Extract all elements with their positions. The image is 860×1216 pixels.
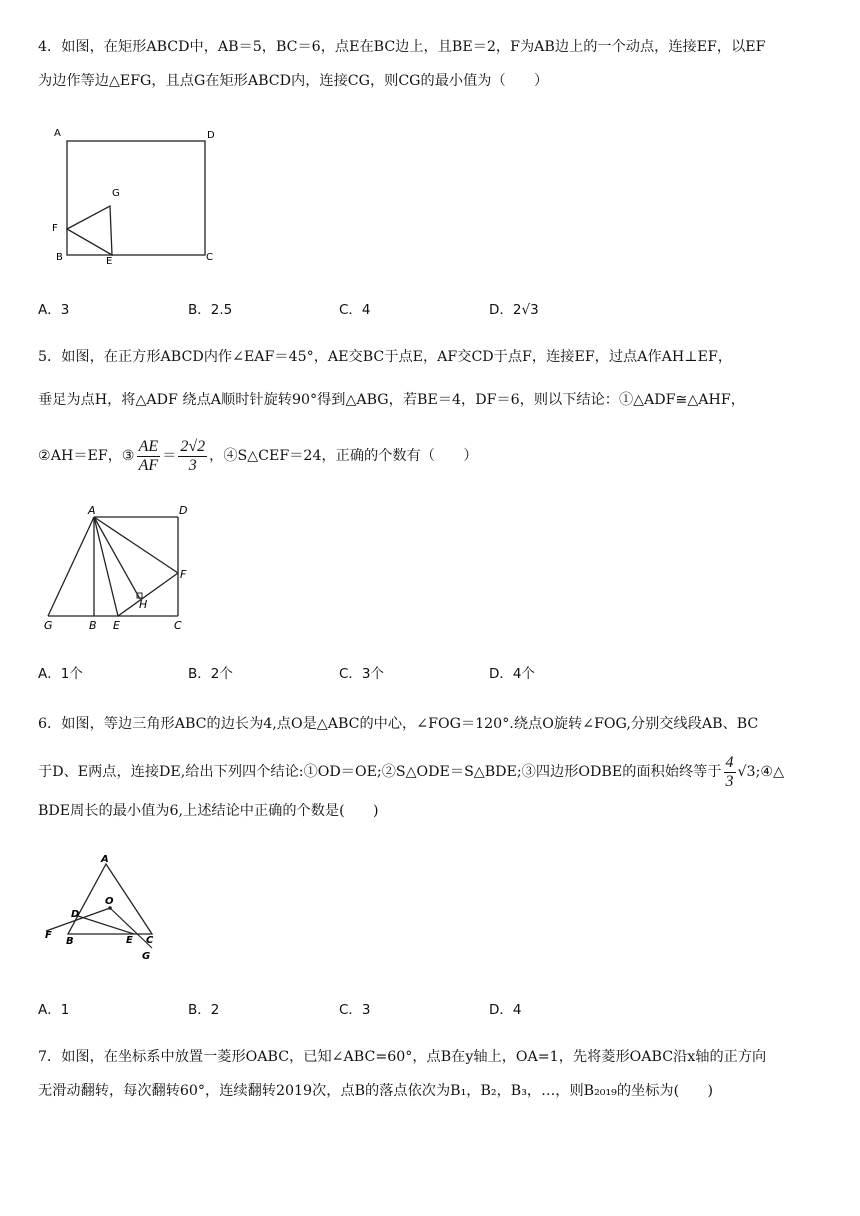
q4-option-c[interactable]: C．4 (339, 302, 371, 318)
q6-option-d[interactable]: D．4 (489, 1002, 522, 1018)
q5-option-d[interactable]: D．4个 (489, 666, 535, 682)
q5-option-b[interactable]: B．2个 (188, 666, 233, 682)
q4-option-a[interactable]: A．3 (38, 302, 70, 318)
q6-text-line1: 6．如图，等边三角形ABC的边长为4,点O是△ABC的中心，∠FOG＝120°.绕点O旋转∠FOG,分别交线段AB、BC (38, 716, 759, 732)
q6-label-B: B (66, 936, 74, 947)
q4-option-d[interactable]: D．2√3 (489, 302, 539, 318)
q5-label-D: D (179, 505, 188, 517)
q5-label-B: B (89, 619, 97, 632)
q6-option-a[interactable]: A．1 (38, 1002, 70, 1018)
q6-line2-start: 于D、E两点，连接DE,给出下列四个结论:①OD＝OE;②S△ODE＝S△BDE;③四边形ODBE的面积始终等于 (38, 764, 722, 780)
q4-label-A: A (54, 128, 61, 139)
q4-label-D: D (207, 130, 215, 141)
q7-text-line2: 无滑动翻转，每次翻转60°，连续翻转2019次，点B的落点依次为B₁，B₂，B₃，…，则B₂₀₁₉的坐标为( ) (38, 1083, 714, 1099)
q6-label-E: E (126, 935, 133, 946)
q6-label-G: G (142, 951, 151, 962)
q5-value-fraction: $\frac{2√2}{3}$ (180, 437, 206, 474)
q4-text-line2: 为边作等边△EFG，且点G在矩形ABCD内，连接CG，则CG的最小值为（ ） (38, 73, 549, 89)
q6-label-F: F (45, 930, 52, 941)
q4-option-b[interactable]: B．2.5 (188, 302, 233, 318)
q4-label-B: B (56, 252, 63, 263)
q6-text-line2 (38, 752, 784, 792)
q4-text-line1: 4．如图，在矩形ABCD中，AB＝5，BC＝6，点E在BC边上，且BE＝2，F为AB边上的一个动点，连接EF，以EF (38, 39, 766, 55)
q5-text-line1: 5．如图，在正方形ABCD内作∠EAF＝45°，AE交BC于点E，AF交CD于点F，连接EF，过点A作AH⊥EF， (38, 349, 733, 365)
q5-label-C: C (174, 619, 182, 632)
q6-label-A: A (101, 854, 109, 865)
q7-text-line1: 7．如图，在坐标系中放置一菱形OABC，已知∠ABC=60°，点B在y轴上，OA=1，先将菱形OABC沿x轴的正方向 (38, 1049, 767, 1065)
q6-label-D: D (71, 909, 80, 920)
q5-text-line2: 垂足为点H，将△ADF 绕点A顺时针旋转90°得到△ABG，若BE＝4，DF＝6，则以下结论：①△ADF≅△AHF， (38, 392, 745, 408)
q5-label-F: F (180, 568, 187, 581)
q6-option-b[interactable]: B．2 (188, 1002, 220, 1018)
q4-label-G: G (112, 188, 120, 199)
q5-line3-end: ，④S△CEF＝24，正确的个数有（ ） (209, 448, 478, 464)
q4-label-E: E (106, 256, 113, 267)
q6-area-fraction: $\frac{4}{3}$ (725, 753, 734, 790)
q5-label-H: H (139, 598, 148, 611)
q6-label-O: O (105, 896, 114, 907)
q6-figure (40, 852, 170, 962)
q5-label-A: A (88, 505, 96, 517)
q6-line2-end: √3;④△ (737, 764, 784, 780)
q6-label-C: C (146, 935, 154, 946)
q6-text-line3: BDE周长的最小值为6,上述结论中正确的个数是( ) (38, 803, 379, 819)
q4-label-F: F (52, 223, 58, 234)
q5-text-line3: ②AH＝EF，③ $\frac{AE}{AF}$ ＝ $\frac{2√2}{3}$ ，④S△CEF＝24，正确的个数有（ ） (38, 437, 478, 474)
q4-label-C: C (206, 252, 213, 263)
q5-label-E: E (113, 619, 120, 632)
q5-ratio-fraction: $\frac{AE}{AF}$ (138, 437, 159, 474)
q5-line3-start: ②AH＝EF，③ (38, 448, 135, 464)
q5-label-G: G (44, 619, 53, 632)
q6-option-c[interactable]: C．3 (339, 1002, 371, 1018)
q5-figure (38, 505, 198, 633)
q4-figure (44, 124, 224, 269)
q5-option-a[interactable]: A．1个 (38, 666, 83, 682)
q5-option-c[interactable]: C．3个 (339, 666, 385, 682)
